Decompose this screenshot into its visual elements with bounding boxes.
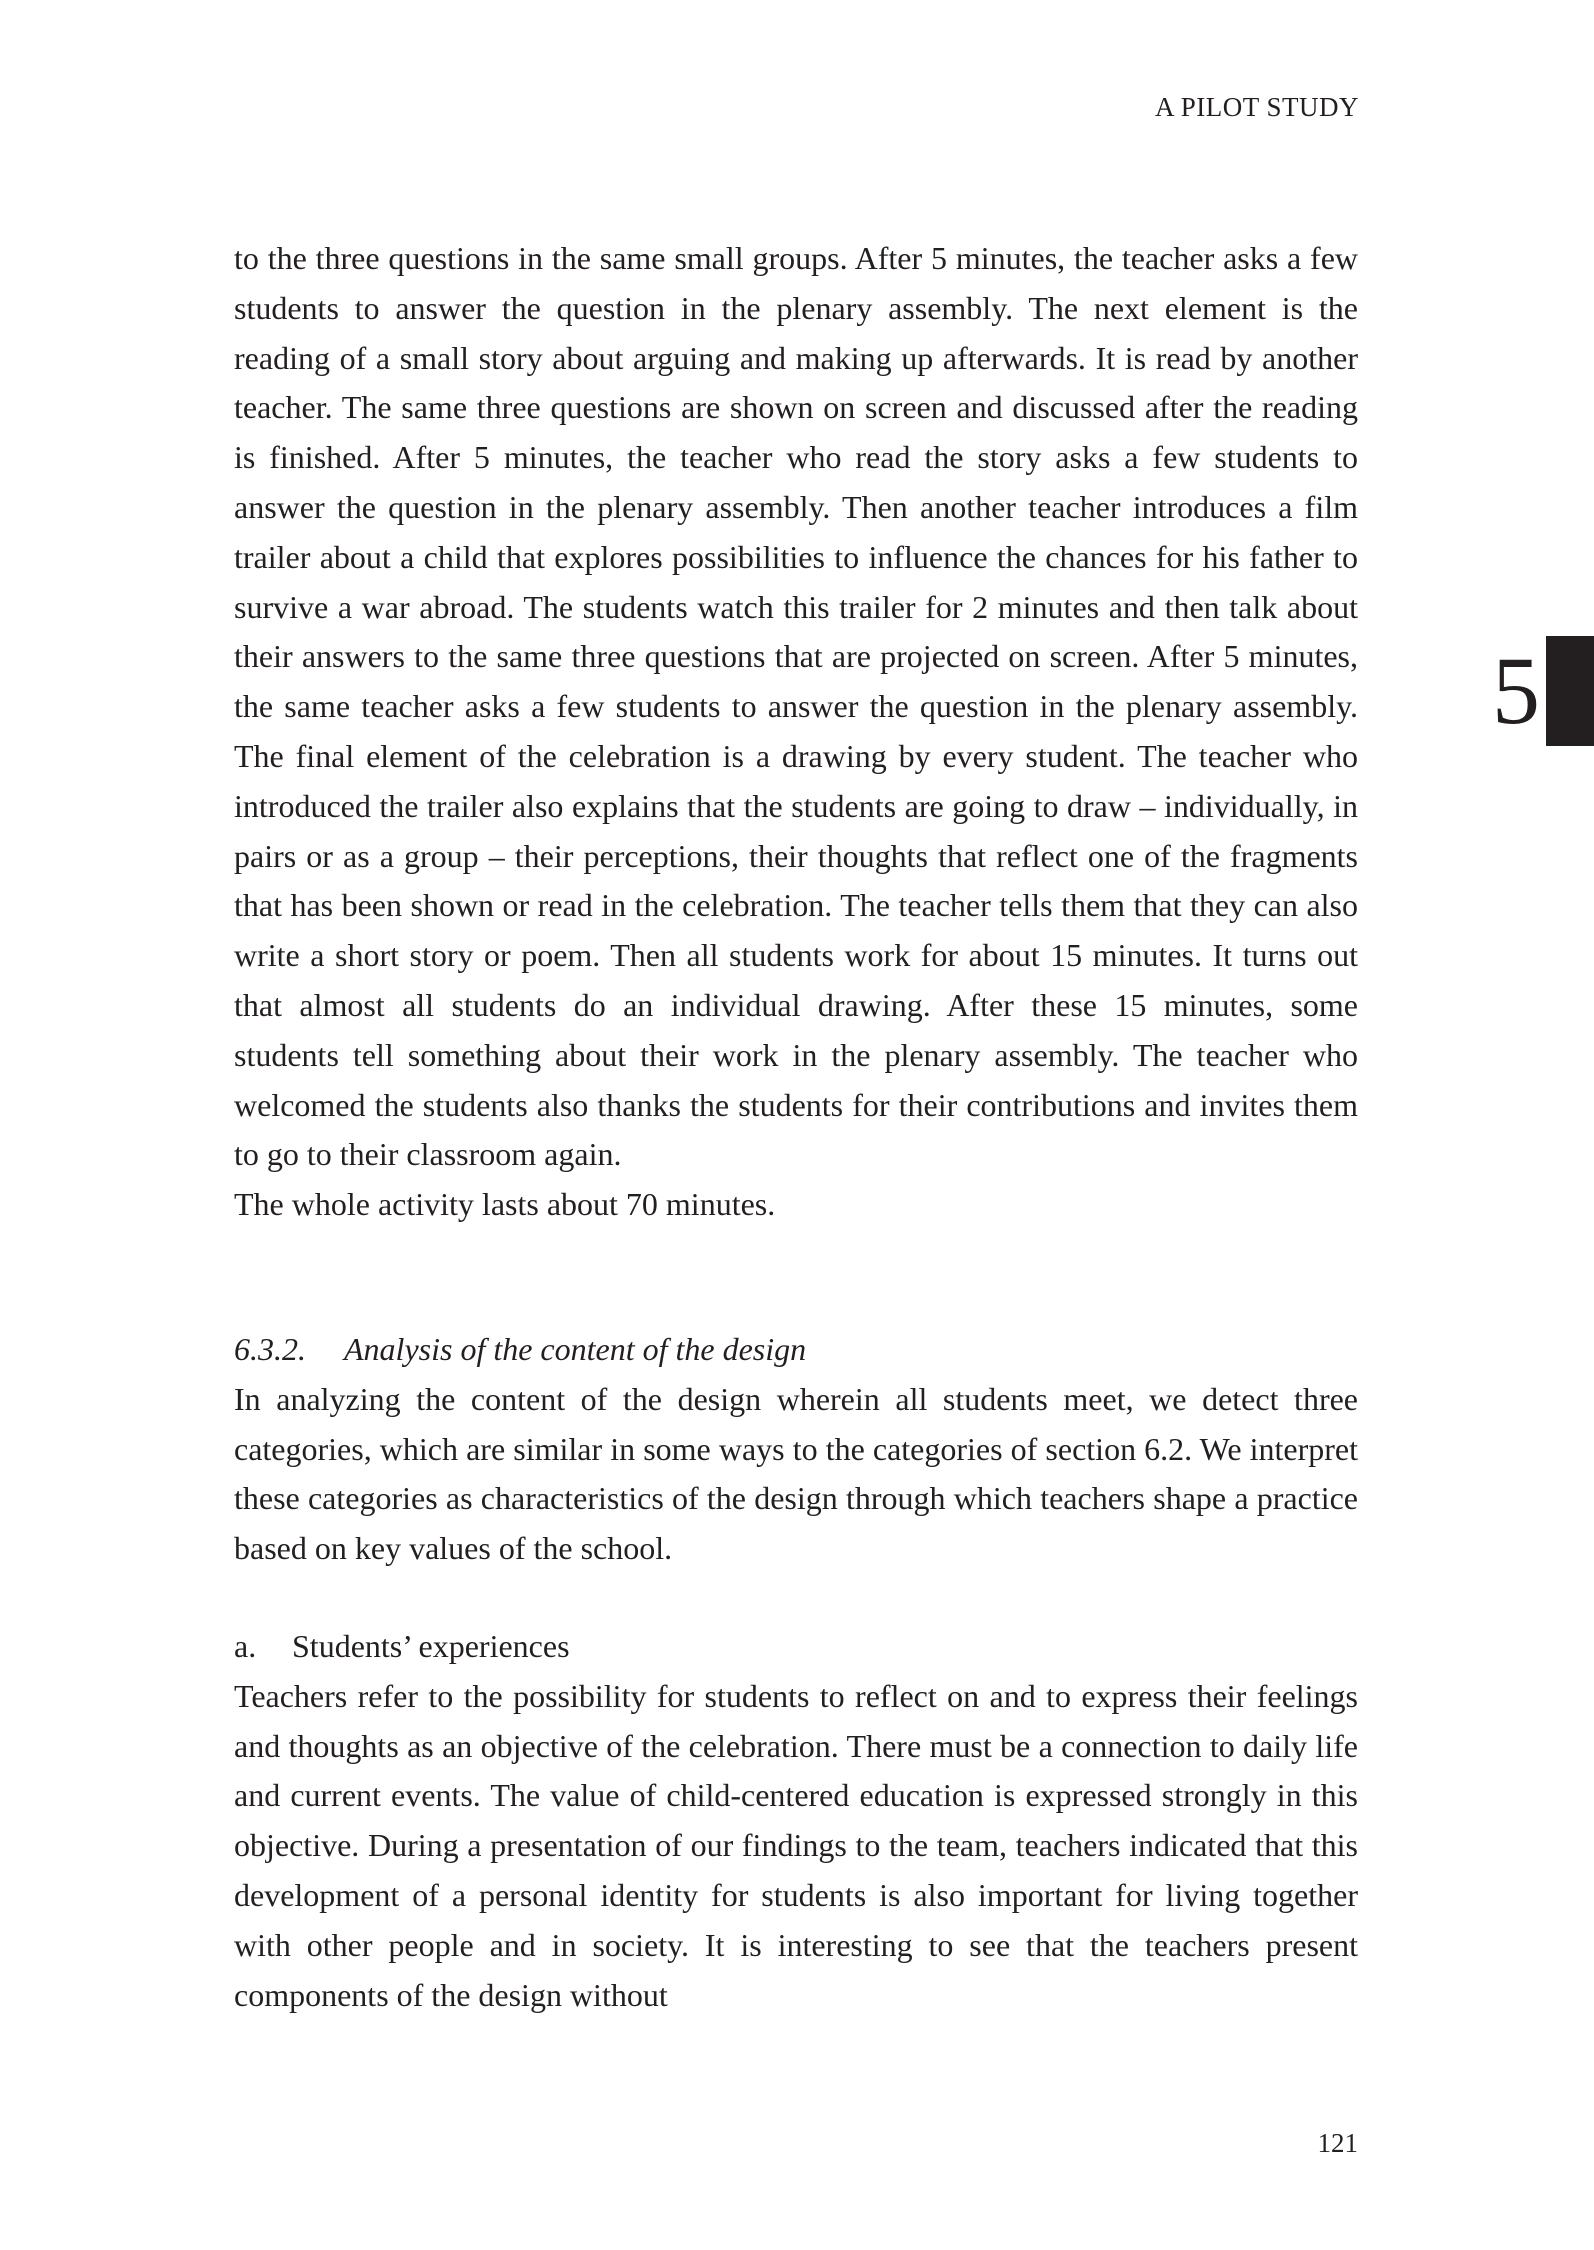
- section-number: 6.3.2.: [234, 1331, 306, 1367]
- chapter-tab: [1492, 636, 1594, 746]
- paragraph-duration: The whole activity lasts about 70 minutes.: [234, 1186, 776, 1223]
- chapter-number: 5: [1492, 637, 1540, 744]
- subsection-paragraph: Teachers refer to the possibility for students to reflect on and to express their feelings and thoughts as an objective of the celebration. There must be a connection to daily life and current events. The value of child-centered education is expressed strongly in this objective. During a presentation of our findings to the team, teachers indicated that this development of a personal identity for students is also important for living together with other people and in society. It is interesting to see that the teachers present components of the design without: [234, 1677, 1358, 2013]
- subsection-heading: [234, 1622, 1358, 1672]
- subsection-letter: a.: [234, 1628, 257, 1664]
- paragraph-continuation: to the three questions in the same small groups. After 5 minutes, the teacher asks a few students to answer the question in the plenary assembly. The next element is the reading of a small story about arguing and making up afterwards. It is read by another teacher. The same three questions are shown on screen and discussed after the reading is finished. After 5 minutes, the teacher who read the story asks a few students to answer the question in the plenary assembly. Then another teacher introduces a film trailer about a child that explores possibilities to influence the chances for his father to survive a war abroad. The students watch this trailer for 2 minutes and then talk about their answers to the same three questions that are projected on screen. After 5 minutes, the same teacher asks a few students to answer the question in the plenary assembly. The final element of the celebration is a drawing by every student. The teacher who introduced the trailer also explains that the students are going to draw – individually, in pairs or as a group – their perceptions, their thoughts that reflect one of the fragments that has been shown or read in the celebration. The teacher tells them that they can also write a short story or poem. Then all students work for about 15 minutes. It turns out that almost all students do an individual drawing. After these 15 minutes, some students tell something about their work in the plenary assembly. The teacher who welcomed the students also thanks the students for their contributions and invites them to go to their classroom again.: [234, 240, 1358, 1173]
- subsection-block: [234, 1622, 1358, 2020]
- section-heading: [234, 1325, 1358, 1375]
- page-number: 121: [1317, 2128, 1358, 2158]
- chapter-bar: [1546, 636, 1594, 746]
- subsection-title: Students’ experiences: [292, 1628, 570, 1664]
- section-title: Analysis of the content of the design: [344, 1331, 807, 1367]
- section-paragraph: In analyzing the content of the design wherein all students meet, we detect three categories, which are similar in some ways to the categories of section 6.2. We interpret these categories as characteristics of the design through which teachers shape a practice based on key values of the school.: [234, 1380, 1358, 1567]
- section-block: [234, 1325, 1358, 1574]
- body-text-block-1: [234, 234, 1358, 1230]
- running-head: A PILOT STUDY: [1154, 92, 1359, 122]
